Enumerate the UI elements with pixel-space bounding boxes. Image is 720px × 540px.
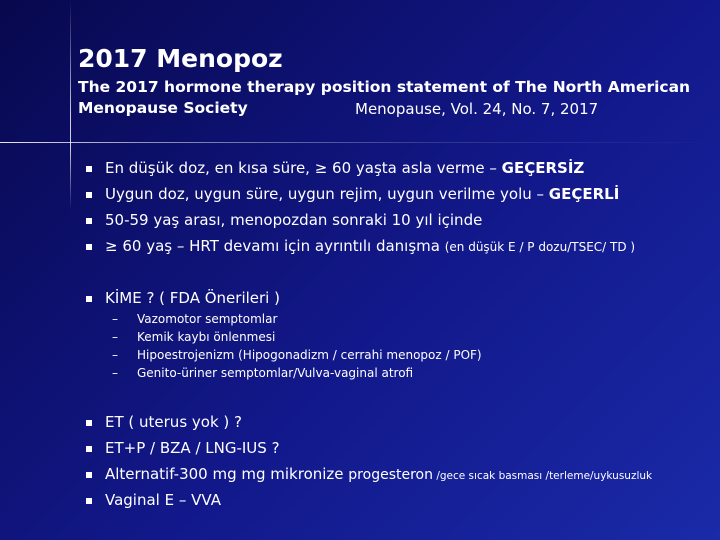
slide-subtitle-line2: Menopause Society xyxy=(78,99,248,117)
bullet-emphasis: GEÇERSİZ xyxy=(501,159,585,177)
decorative-vertical-line xyxy=(70,0,71,210)
slide-title: 2017 Menopoz xyxy=(78,44,283,73)
sub-item-text: Genito-üriner semptomlar/Vulva-vaginal atrofi xyxy=(137,366,414,380)
dash-bullet-icon: – xyxy=(112,366,118,380)
bullet-emphasis: GEÇERLİ xyxy=(548,185,620,203)
bullet-text: Vaginal E – VVA xyxy=(105,491,221,509)
square-bullet-icon xyxy=(86,218,92,224)
dash-bullet-icon: – xyxy=(112,312,118,326)
bullet-text: ≥ 60 yaş – HRT devamı için ayrıntılı danışma xyxy=(105,237,445,255)
square-bullet-icon xyxy=(86,166,92,172)
bullet-note-small: /gece sıcak basması /terleme/uykusuzluk xyxy=(432,470,653,482)
bullet-text: Alternatif-300 mg mg mikronize xyxy=(105,465,349,483)
bullet-text: ET ( uterus yok ) ? xyxy=(105,413,242,431)
decorative-horizontal-line xyxy=(0,142,720,143)
square-bullet-icon xyxy=(86,498,92,504)
square-bullet-icon xyxy=(86,446,92,452)
bullet-text: En düşük doz, en kısa süre, ≥ 60 yaşta asla verme – xyxy=(105,159,502,177)
square-bullet-icon xyxy=(86,420,92,426)
sub-item-text: Kemik kaybı önlenmesi xyxy=(137,330,276,344)
bullet-text: Uygun doz, uygun süre, uygun rejim, uygun verilme yolu – xyxy=(105,185,549,203)
sub-item-text: Hipoestrojenizm (Hipogonadizm / cerrahi menopoz / POF) xyxy=(137,348,482,362)
square-bullet-icon xyxy=(86,192,92,198)
dash-bullet-icon: – xyxy=(112,330,118,344)
citation: Menopause, Vol. 24, No. 7, 2017 xyxy=(355,100,599,118)
sub-item-text: Vazomotor semptomlar xyxy=(137,312,278,326)
bullet-note: progesteron xyxy=(348,467,433,483)
kime-label: KİME ? ( FDA Önerileri ) xyxy=(105,289,280,307)
square-bullet-icon xyxy=(86,472,92,478)
bullet-text: 50-59 yaş arası, menopozdan sonraki 10 yıl içinde xyxy=(105,211,483,229)
square-bullet-icon xyxy=(86,244,92,250)
bullet-text: ET+P / BZA / LNG-IUS ? xyxy=(105,439,280,457)
slide-subtitle-line1: The 2017 hormone therapy position statement of The North American xyxy=(78,78,691,96)
bullet-note: (en düşük E / P dozu/TSEC/ TD ) xyxy=(444,240,636,254)
dash-bullet-icon: – xyxy=(112,348,118,362)
square-bullet-icon xyxy=(86,296,92,302)
